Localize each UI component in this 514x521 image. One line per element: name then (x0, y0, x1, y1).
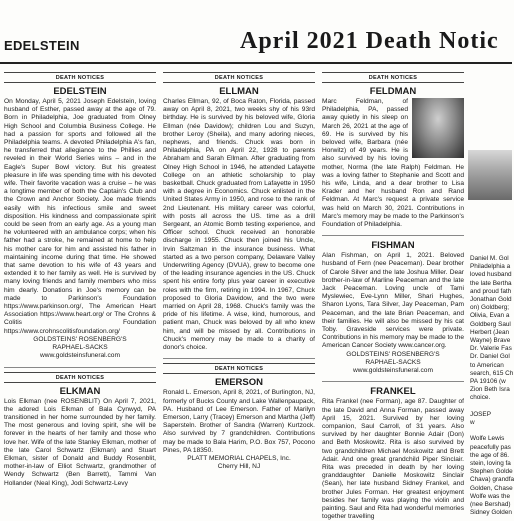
masthead-rule (0, 62, 512, 64)
notice-text-feldman: Marc Feldman, of Philadelphia, PA, passed away quietly in his sleep on March 26, 2021 at the age of 69. He is survived by his beloved wife, Barbara (née Horwitz) of 49 years. He is also survived by his loving mother, Norma (the late Ralph) Feldman. He was a loving father to Stephanie and Scott and his wife, Linda, and a dear brother to Lisa Krader and her husband Ron and Rand Feldman. At Marc's request a private service was held on March 30, 2021. Contributions in Marc's memory may be made to the Parkinson's Foundation of Philadelphia. (322, 98, 464, 229)
notice-name-feldman: FELDMAN (369, 86, 417, 97)
notice-text-elkman: Lois Elkman (nee ROSENBLIT) On April 7, 2021, the adored Lois Elkman of Bala Cynwyd, PA transitioned in her home surrounded by her family. The most generous and loving spirit, she will be forever in the hearts of her family and those who love her. Wife of the late Stanley Elkman, mother of the late Carol Schwartz (Elkman) and Stuart Elkman, sister of Donald and Buddy Rosenblit, mother-in-law of Elliot Schwartz, grandmother of Wendy Schwartz (Ben Barrett), Tammi Van Hollander (Neal King), Jodi Schwartz-Levy (4, 397, 156, 487)
funeral-home-name: PLATT MEMORIAL CHAPELS, Inc. (187, 454, 291, 462)
fragment-line: JOSEP (470, 410, 491, 418)
fragment-line: (nee Bershad) (470, 501, 511, 509)
fragment-line: choice. (470, 394, 491, 402)
portrait-photo-goldberg (468, 150, 512, 200)
funeral-home-subname: RAPHAEL-SACKS (52, 344, 108, 352)
section-name: EDELSTEIN (4, 38, 80, 53)
death-notices-tag: DEATH NOTICES (4, 72, 156, 83)
fragment-line: Sidney Golden (470, 509, 512, 517)
death-notices-tag: DEATH NOTICES (4, 372, 156, 383)
fragment-line: and proud fath (470, 287, 512, 295)
notice-name-frankel: FRANKEL (370, 386, 416, 398)
fragment-line: to American (470, 361, 504, 369)
fragment-line: the late Bertha (470, 279, 512, 287)
fragment-line: PA 19106 (w (470, 378, 506, 386)
fragment-line: Wayne) Brave (470, 337, 511, 345)
fragment-line: peacefully pas (470, 443, 511, 451)
fragment-line: Stephen Golde (470, 468, 513, 476)
notice-text-ellman: Charles Ellman, 92, of Boca Raton, Florida, passed away on April 8, 2021, two weeks shy of his 93rd birthday. He is survived by his beloved wife, Gloria Ellman (née Davidow); children Lou and Suzyn, brother Leroy (Sheila), and many adoring nieces, nephews, and friends. Chuck was born in Philadelphia, PA on April 22, 1928 to parents Abraham and Sarah Ellman. After graduating from Olney High School in 1946, he attended Lafayette College on an athletic scholarship to play basketball. Chuck graduated from Lafayette in 1950 with a degree in Economics. Chuck enlisted in the United States Army in 1950, and rose to the rank of 2nd Lieutenant. His military career was colorful, with posts all across the US. time as a drill Sergeant, an Atomic Bomb testing experience, and Officer school. Chuck received an honorable discharge in 1955. Chuck then joined his Uncle, Irvin Saltzman in the insurance business. What started as a two person company, Delaware Valley Underwriting Agency (DVUA), grew to become one of the leading insurance agencies in the US. Chuck spent his entire forty plus year career in executive roles with the firm, retiring in 1994. In 1967, Chuck proposed to Gloria Davidow, and the two were married on April 28, 1968. Chuck's family was the pride of his lifetime. A wise, kind, humorous, and patient man, Chuck was beloved by all who knew him, and will be missed by all. Contributions in Chuck's memory may be made to a charity of donor's choice. (163, 98, 315, 352)
divider (163, 358, 315, 359)
column-2 (163, 72, 315, 512)
portrait-photo-feldman (412, 98, 464, 158)
fragment-line: Dr. Valerie Fas (470, 345, 512, 353)
fragment-line: Wolfe was the (470, 492, 511, 500)
column-1 (4, 72, 156, 512)
funeral-home-location: Cherry Hill, NJ (217, 463, 261, 471)
death-notices-tag: DEATH NOTICES (163, 363, 315, 374)
funeral-home-name: GOLDSTEINS' ROSENBERG'S (346, 350, 440, 358)
masthead (0, 0, 512, 62)
notice-name-emerson: EMERSON (214, 377, 264, 389)
fragment-line: loved husband (470, 271, 512, 279)
funeral-home-url: www.goldsteinsfuneral.com (353, 367, 433, 375)
fragment-line: Jonathan Gold (470, 296, 512, 304)
fragment-line: Golden, Chase (470, 484, 513, 492)
fragment-line: the age of 86. (470, 451, 510, 459)
funeral-home-url: www.goldsteinsfuneral.com (40, 352, 120, 360)
funeral-home-subname: RAPHAEL-SACKS (365, 358, 421, 366)
fragment-line: Olivia, Evan a (470, 312, 510, 320)
fragment-line: Daniel M. Gol (470, 255, 509, 262)
notice-text-emerson: Ronald L. Emerson, April 8, 2021, of Burlington, NJ, formerly of Bucks County and Lake Wallenpaupack, PA. Husband of Lee Emerson. Father of Marilyn Emerson, Larry (Tracey) Emerson and Martha (Jeff) Sapersteln. Brother of Sandra (Warren) Kurtzock. Also survived by 7 grandchildren. Contributions may be made to Bala Harim, P.O. Box 757, Pocono Pines, PA 18350. (163, 389, 315, 454)
page-title: April 2021 Death Notic (240, 28, 499, 54)
notice-text-fishman: Alan Fishman, on April 1, 2021. Beloved husband of Fern (nee Peaceman). Dear brother of Carole Silver and the late Joshua Miller. Dear brother-in-law of Marline Peaceman and the late Jack Peaceman. Loving uncle of Tami Myslewiec, Eve-Lynn Miller, Shari Hughes, Sharon Lyons, Tara Silver, Jay Peaceman, Pam Peaceman, and the late Brian Peaceman, and their families. He will also be missed by his cat Toby. Graveside services were private. Contributions in his memory may be made to the American Cancer Society www.cancer.org. (322, 252, 464, 350)
fragment-line: Herbert (Jean (470, 328, 510, 336)
funeral-home-name: GOLDSTEINS' ROSENBERG'S (33, 335, 127, 343)
fragment-line (470, 427, 512, 435)
fragment-line: search, 615 Ch (470, 369, 514, 377)
fragment-line: Philadelphia a (470, 263, 511, 271)
notice-text-frankel: Rita Frankel (nee Forman), age 87. Daughter of the late David and Anna Forman, passed away April 15, 2021. Survived by her loving companion, Saul Carroll, of 31 years. Also survived by her daughter Bonnie Adair (Don) and Beth Moskowitz. Rita is also survived by two grandchildren Michael Moskowitz and Brett Adair. And one great grandchild Piper Sinclair. Rita was preceded in death by her loving granddaughter Danielle Moskowitz Sinclair (Sean), her late husband Sidney Frankel, and brother Jules Forman. Her greatest enjoyment besides her family was playing the violin and painting. Saul and Rita had wonderful memories together travelling (322, 398, 464, 521)
death-notices-tag: DEATH NOTICES (163, 72, 315, 83)
fragment-line: Dr. Daniel Gol (470, 353, 510, 361)
fragment-line: w (470, 419, 475, 427)
notice-name-fishman: FISHMAN (371, 240, 415, 252)
notice-name-ellman: ELLMAN (219, 86, 259, 97)
divider (322, 235, 464, 236)
notice-name-elkman: ELKMAN (59, 385, 101, 397)
divider (322, 381, 464, 382)
right-column-fragment (470, 255, 512, 518)
column-3 (322, 72, 464, 521)
divider (4, 367, 156, 368)
fragment-line: Goldberg Saul (470, 320, 511, 328)
notice-text-edelstein: On Monday, April 5, 2021 Joseph Edelstein, loving husband of Esther, passed away at the age of 79. Born in Philadelphia, Joe graduated from Olney High School and Columbia Business College. He had a passion for sports and followed all the Philadelphia teams. A devoted Philadelphia A's fan, he transferred that allegiance to the Phillies and reveled in their World Series wins – and in the Eagle's Super Bowl victory. But his greatest pleasure in life was spending time with his devoted wife. Their favorite vacation was a cruise – he was a longtime member of both the Captain's Club and the Crown and Anchor Society. Joe made friends easily with his infectious smile and sweet disposition. His kindness and compassionate spirit could be seen from an early age. As a young man he volunteered with an ambulance corps; when his father had a stroke, he remained at home to help his mother care for him and assisted his father in maintaining income during that time. He showed that same devotion to his wife of 43 years and extended it to her family as well. He is survived by many loving friends and family members who miss him dearly. Donations in Joe's memory can be made to Parkinson's Foundation https://www.parkinson.org/, The American Heart Association https://www.heart.org/ or The Crohns & Colitis Foundation https://www.crohnscolitisfoundation.org/ (4, 98, 156, 335)
fragment-line: Zion Beth Isra (470, 386, 510, 394)
fragment-line: on) Goldberg; (470, 304, 510, 312)
fragment-line: Wolfe Lewis (470, 435, 505, 443)
fragment-line: stein, loving fa (470, 460, 511, 468)
death-notices-tag: DEATH NOTICES (322, 72, 464, 83)
notice-name-edelstein: EDELSTEIN (53, 86, 107, 97)
fragment-line (470, 403, 512, 411)
fragment-line: Chava) grandfa (470, 476, 514, 484)
